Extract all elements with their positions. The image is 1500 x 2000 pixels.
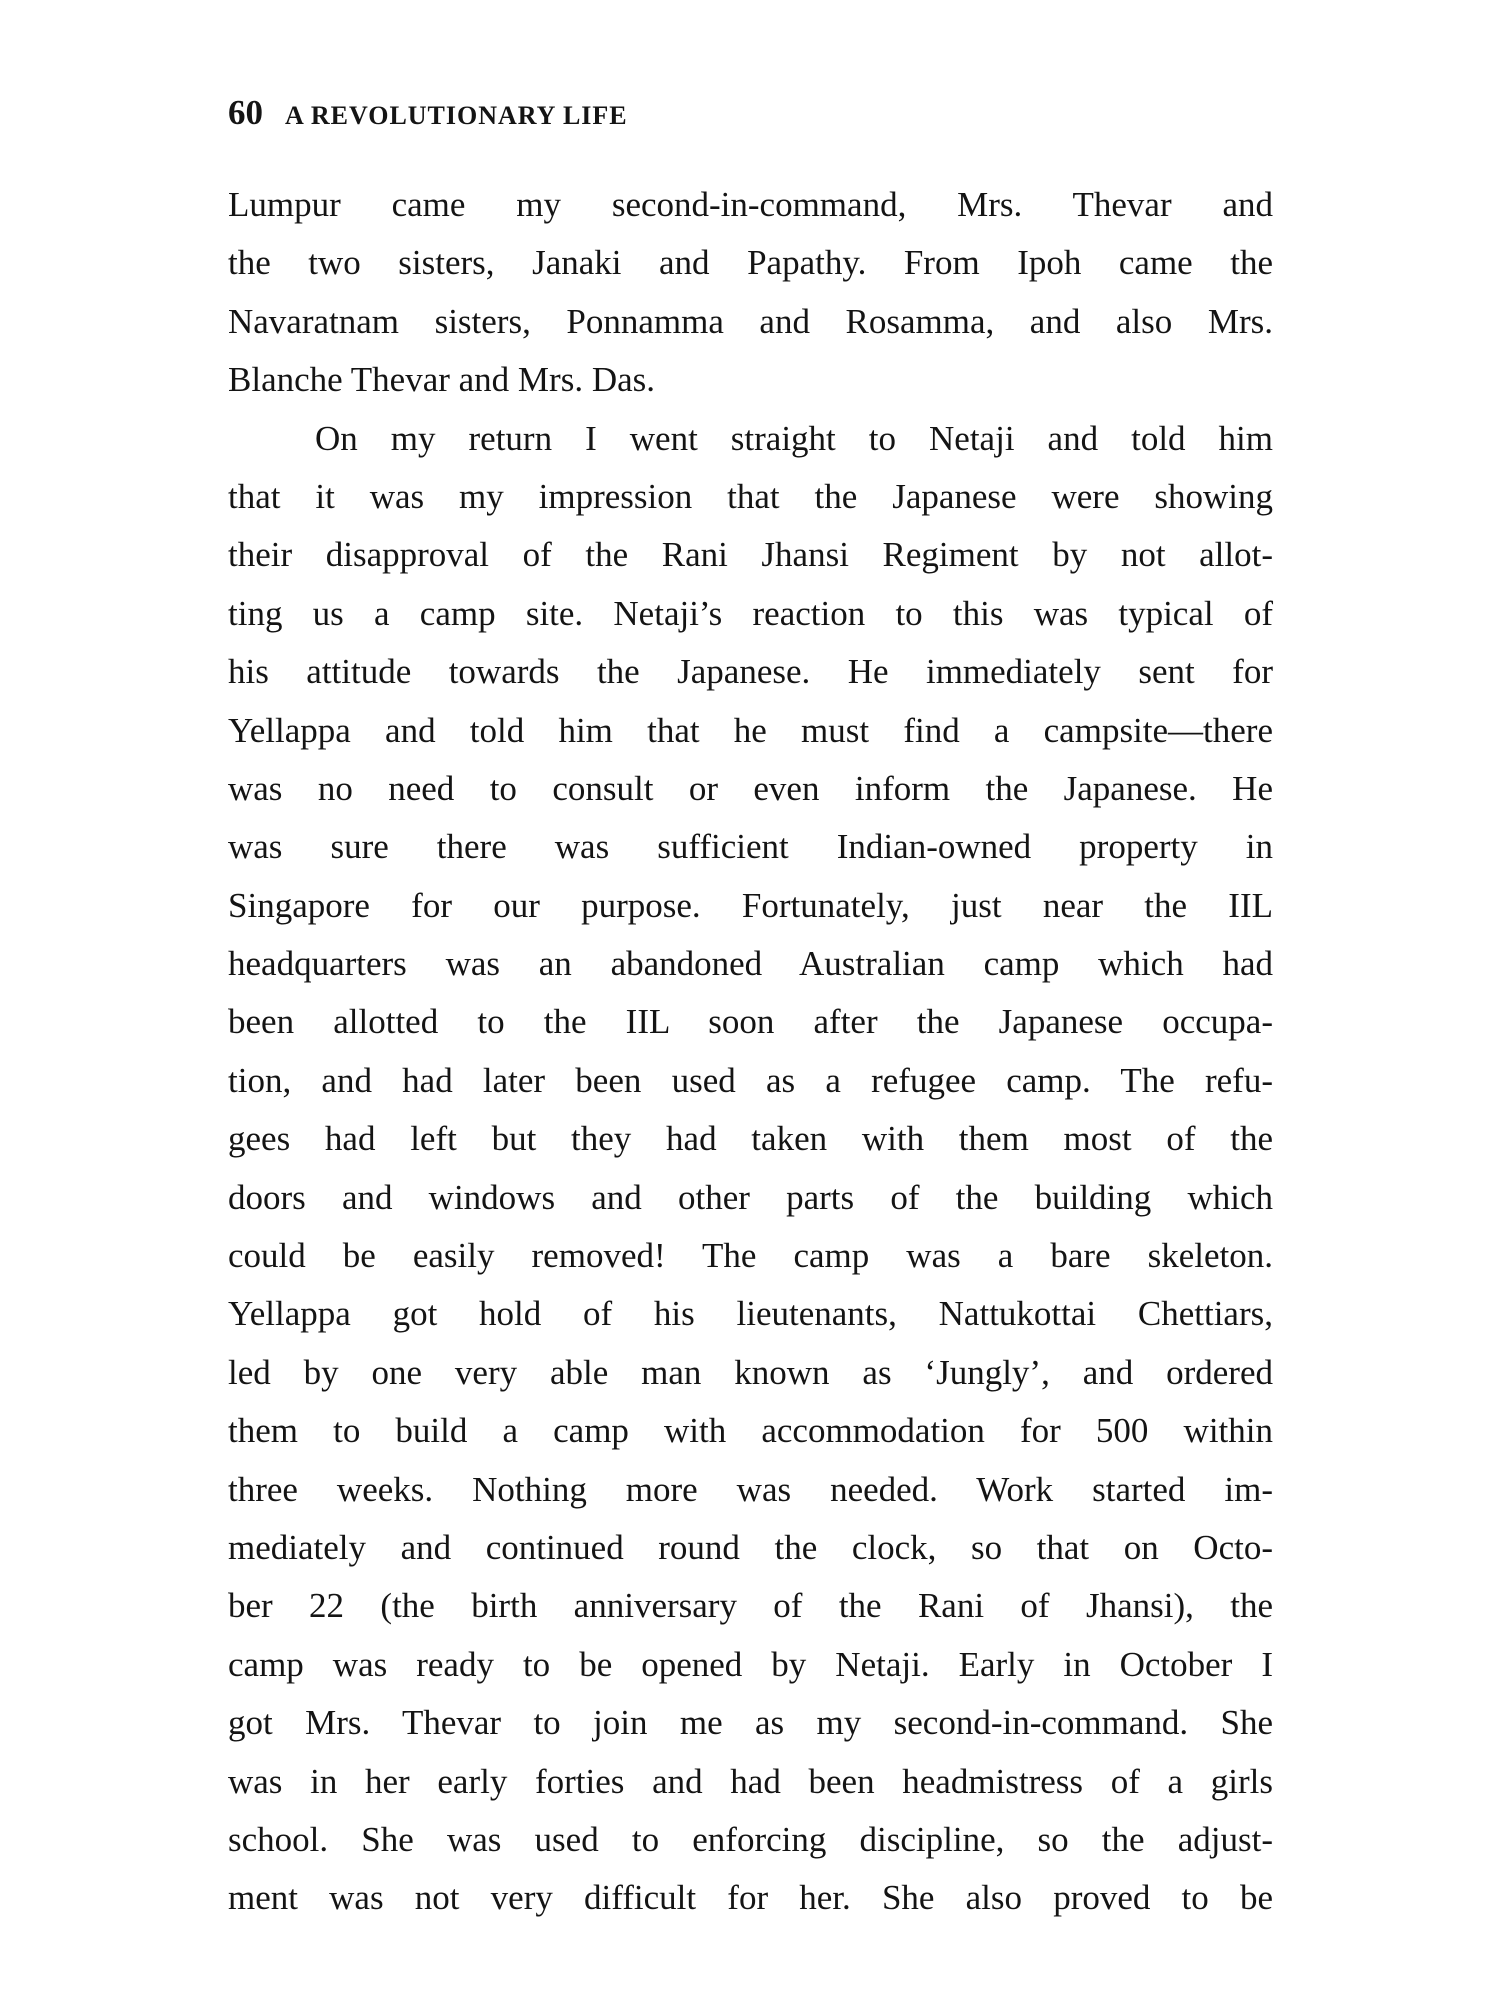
- text-line: could be easily removed! The camp was a bare skeleton.: [228, 1236, 1273, 1276]
- body-text: [228, 176, 1273, 1928]
- text-line: that it was my impression that the Japanese were showing: [228, 476, 1273, 516]
- text-line: Lumpur came my second-in-command, Mrs. Thevar and: [228, 185, 1273, 224]
- text-line: three weeks. Nothing more was needed. Work started im-: [228, 1469, 1273, 1509]
- page-number: 60: [228, 93, 263, 132]
- text-line: ting us a camp site. Netaji’s reaction to this was typical of: [228, 593, 1273, 633]
- book-title: A REVOLUTIONARY LIFE: [285, 101, 628, 130]
- text-line: Singapore for our purpose. Fortunately, just near the IIL: [228, 885, 1273, 925]
- text-line: Yellappa got hold of his lieutenants, Nattukottai Chettiars,: [228, 1294, 1273, 1334]
- text-line: them to build a camp with accommodation for 500 within: [228, 1411, 1273, 1451]
- text-line: school. She was used to enforcing discipline, so the adjust-: [228, 1819, 1273, 1859]
- running-head: [228, 88, 628, 145]
- text-line: his attitude towards the Japanese. He immediately sent for: [228, 652, 1273, 692]
- text-line: was no need to consult or even inform the Japanese. He: [228, 768, 1273, 808]
- text-line: got Mrs. Thevar to join me as my second-in-command. She: [228, 1703, 1273, 1743]
- text-line: their disapproval of the Rani Jhansi Regiment by not allot-: [228, 535, 1273, 575]
- text-line: led by one very able man known as ‘Jungly’, and ordered: [228, 1352, 1273, 1392]
- text-line: doors and windows and other parts of the building which: [228, 1177, 1273, 1217]
- text-line: was sure there was sufficient Indian-owned property in: [228, 827, 1273, 867]
- text-line: Blanche Thevar and Mrs. Das.: [228, 360, 656, 400]
- text-line: ber 22 (the birth anniversary of the Rani of Jhansi), the: [228, 1586, 1273, 1626]
- text-line: tion, and had later been used as a refugee camp. The refu-: [228, 1060, 1273, 1100]
- text-line: gees had left but they had taken with them most of the: [228, 1119, 1273, 1159]
- text-line: mediately and continued round the clock, so that on Octo-: [228, 1527, 1273, 1567]
- text-line: headquarters was an abandoned Australian camp which had: [228, 944, 1273, 984]
- text-line: ment was not very difficult for her. She also proved to be: [228, 1878, 1273, 1918]
- text-line: Yellappa and told him that he must find a campsite—there: [228, 710, 1273, 750]
- paragraph-2: [228, 410, 1273, 1928]
- paragraph-1: [228, 176, 1273, 410]
- text-line: camp was ready to be opened by Netaji. Early in October I: [228, 1644, 1273, 1684]
- text-line: Navaratnam sisters, Ponnamma and Rosamma, and also Mrs.: [228, 301, 1273, 341]
- text-line: been allotted to the IIL soon after the Japanese occupa-: [228, 1002, 1273, 1042]
- text-line: the two sisters, Janaki and Papathy. From Ipoh came the: [228, 243, 1273, 283]
- text-line: On my return I went straight to Netaji and told him: [315, 418, 1273, 458]
- text-line: was in her early forties and had been headmistress of a girls: [228, 1761, 1273, 1801]
